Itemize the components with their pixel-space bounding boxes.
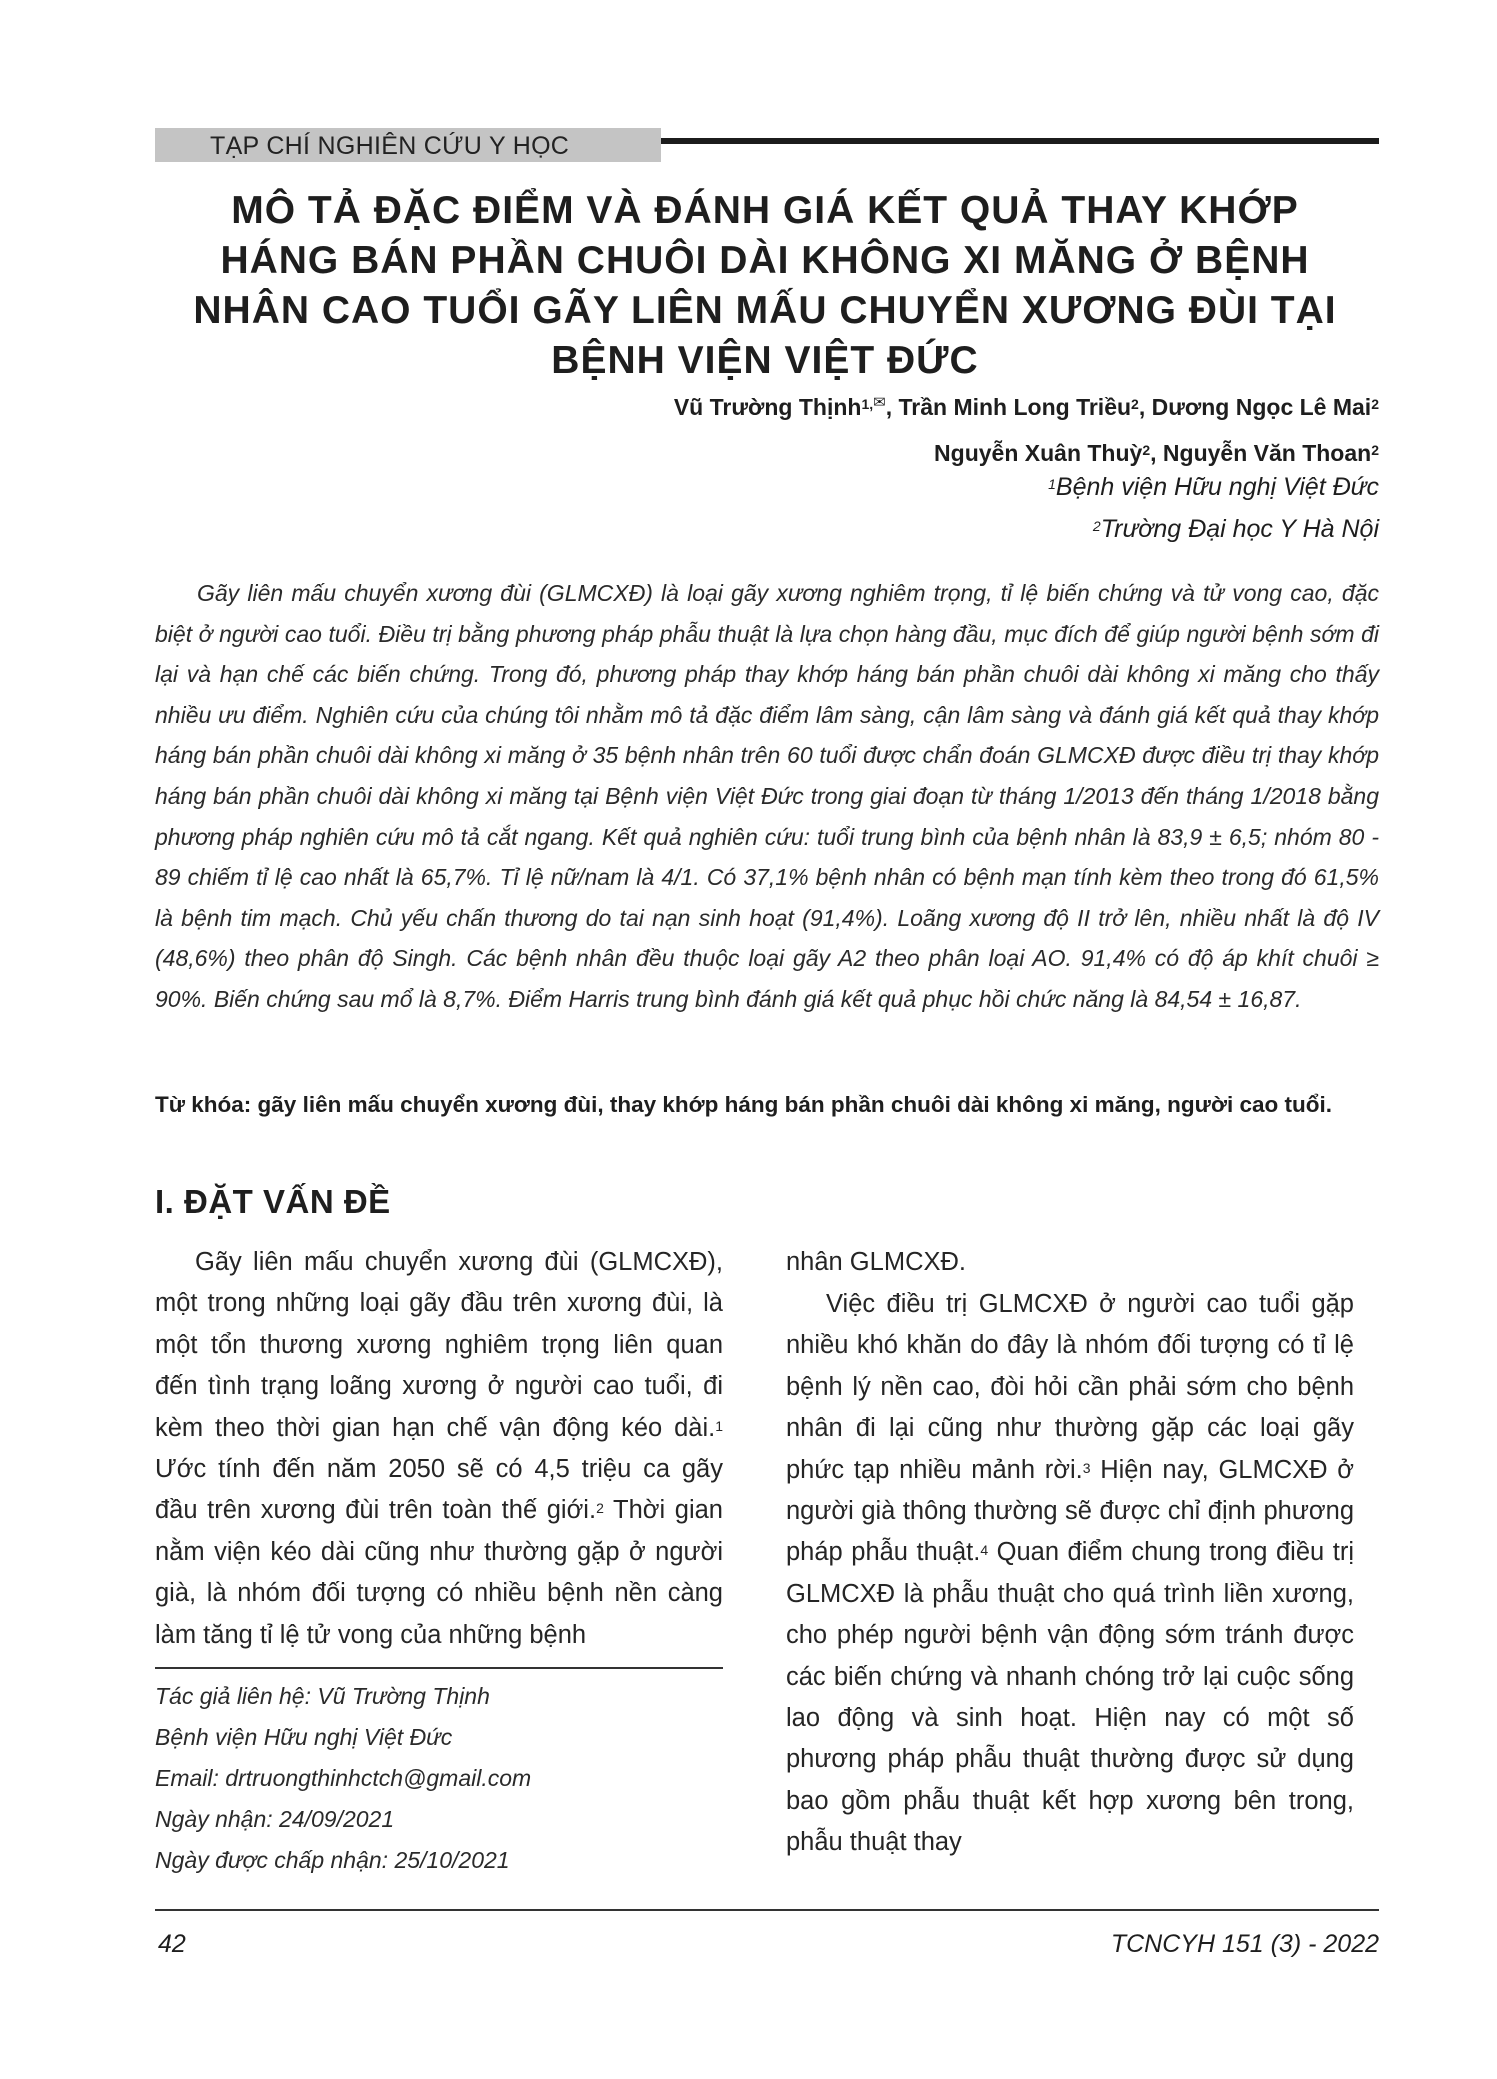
title-line: BỆNH VIỆN VIỆT ĐỨC [551, 339, 979, 382]
received-date: Ngày nhận: 24/09/2021 [155, 1806, 395, 1832]
footer-rule [155, 1909, 1379, 1911]
article-title [150, 186, 1380, 386]
body-text: Thời gian nằm viện kéo dài cũng như thường gặp ở người già, là nhóm đối tượng có nhiều bệnh nền càng làm tăng tỉ lệ tử vong của những bệnh [155, 1496, 723, 1649]
affiliation-sup: 1 [1048, 476, 1056, 492]
abstract: Gãy liên mấu chuyển xương đùi (GLMCXĐ) là loại gãy xương nghiêm trọng, tỉ lệ biến chứng và tử vong cao, đặc biệt ở người cao tuổi. Điều trị bằng phương pháp phẫu thuật là lựa chọn hàng đầu, mục đích để giúp người bệnh sớm đi lại và hạn chế các biến chứng. Trong đó, phương pháp thay khớp háng bán phần chuôi dài không xi măng cho thấy nhiều ưu điểm. Nghiên cứu của chúng tôi nhằm mô tả đặc điểm lâm sàng, cận lâm sàng và đánh giá kết quả thay khớp háng bán phần chuôi dài không xi măng ở 35 bệnh nhân trên 60 tuổi được chẩn đoán GLMCXĐ được điều trị thay khớp háng bán phần chuôi dài không xi măng tại Bệnh viện Việt Đức trong giai đoạn từ tháng 1/2013 đến tháng 1/2018 bằng phương pháp nghiên cứu mô tả cắt ngang. Kết quả nghiên cứu: tuổi trung bình của bệnh nhân là 83,9 ± 6,5; nhóm 80 - 89 chiếm tỉ lệ cao nhất là 65,7%. Tỉ lệ nữ/nam là 4/1. Có 37,1% bệnh nhân có bệnh mạn tính kèm theo trong đó 61,5% là bệnh tim mạch. Chủ yếu chấn thương do tai nạn sinh hoạt (91,4%). Loãng xương độ II trở lên, nhiều nhất là độ IV (48,6%) theo phân độ Singh. Các bệnh nhân đều thuộc loại gãy A2 theo phân loại AO. 91,4% có độ áp khít chuôi ≥ 90%. Biến chứng sau mổ là 8,7%. Điểm Harris trung bình đánh giá kết quả phục hồi chức năng là 84,54 ± 16,87. [155, 580, 1379, 1012]
affiliation-sup: 2 [1092, 518, 1101, 534]
author-name: Dương Ngọc Lê Mai [1151, 394, 1372, 420]
citation-ref: 2 [596, 1500, 604, 1517]
affiliation-item [479, 508, 1379, 550]
citation-ref: 1 [715, 1417, 723, 1434]
author-affiliation-sup: 2 [1371, 396, 1379, 412]
title-line: MÔ TẢ ĐẶC ĐIỂM VÀ ĐÁNH GIÁ KẾT QUẢ THAY KHỚP [231, 189, 1299, 232]
author-line-1: Vũ Trường Thịnh$^{1,✉}$, Trần Minh Long Triều$^2$, Dương Ngọc Lê Mai$^2$ [673, 394, 1379, 420]
keywords: Từ khóa: gãy liên mấu chuyển xương đùi, thay khớp háng bán phần chuôi dài không xi măng, người cao tuổi. [155, 1092, 1332, 1117]
body-text: Việc điều trị GLMCXĐ ở người cao tuổi gặp nhiều khó khăn do đây là nhóm đối tượng có tỉ lệ bệnh lý nền cao, đòi hỏi cần phải sớm cho bệnh nhân đi lại cũng như thường gặp các loại gãy phức tạp nhiều mảnh rời. [786, 1290, 1354, 1484]
citation-ref: 3 [1082, 1459, 1091, 1476]
page-number: 42 [158, 1930, 186, 1958]
corresponding-affiliation: Bệnh viện Hữu nghị Việt Đức [155, 1724, 453, 1750]
title-line: NHÂN CAO TUỔI GÃY LIÊN MẤU CHUYỂN XƯƠNG ĐÙI TẠI [193, 289, 1337, 332]
envelope-icon: ✉ [873, 394, 886, 411]
author-name: Nguyễn Xuân Thuỳ [934, 440, 1143, 466]
body-text: Quan điểm chung trong điều trị GLMCXĐ là phẫu thuật cho quá trình liền xương, cho phép người bệnh vận động sớm tránh được các biến chứng và nhanh chóng trở lại cuộc sống lao động và sinh hoạt. Hiện nay có một số phương pháp phẫu thuật thường được sử dụng bao gồm phẫu thuật kết hợp xương bên trong, phẫu thuật thay [786, 1538, 1354, 1857]
correspondence-block [155, 1676, 755, 1881]
author-affiliation-sup: 1, [861, 396, 874, 412]
citation-ref: 4 [980, 1542, 989, 1559]
author-affiliation-sup: 2 [1131, 396, 1139, 412]
journal-reference: TCNCYH 151 (3) - 2022 [1110, 1930, 1379, 1958]
corresponding-email: Email: drtruongthinhctch@gmail.com [155, 1765, 532, 1791]
author-name: Trần Minh Long Triều [898, 394, 1132, 420]
author-name: Vũ Trường Thịnh [673, 394, 862, 420]
affiliation-name: Trường Đại học Y Hà Nội [1100, 515, 1379, 543]
affiliation-list [479, 466, 1379, 550]
body-text: Gãy liên mấu chuyển xương đùi (GLMCXĐ), một trong những loại gãy đầu trên xương đùi, là một tổn thương xương nghiêm trọng liên quan đến tình trạng loãng xương ở người cao tuổi, đi kèm theo thời gian hạn chế vận động kéo dài. [155, 1248, 723, 1442]
author-affiliation-sup: 2 [1371, 442, 1379, 458]
body-left-paragraph [155, 1242, 723, 1656]
header-rule [661, 138, 1379, 144]
affiliation-name: Bệnh viện Hữu nghị Việt Đức [1055, 473, 1379, 501]
title-line: HÁNG BÁN PHẦN CHUÔI DÀI KHÔNG XI MĂNG Ở BỆNH [220, 239, 1310, 282]
author-name: Nguyễn Văn Thoan [1162, 440, 1372, 466]
author-list [179, 384, 1379, 476]
section-heading: I. ĐẶT VẤN ĐỀ [155, 1183, 391, 1220]
author-affiliation-sup: 2 [1142, 442, 1151, 458]
footnote-rule [155, 1667, 723, 1669]
affiliation-item [479, 466, 1379, 508]
author-line-2: Nguyễn Xuân Thuỳ$^2$, Nguyễn Văn Thoan$^2$ [934, 440, 1379, 466]
corresponding-author: Tác giả liên hệ: Vũ Trường Thịnh [155, 1683, 490, 1709]
body-text: Hiện nay, GLMCXĐ ở người già thông thường sẽ được chỉ định phương pháp phẫu thuật. [786, 1455, 1354, 1567]
journal-name: TẠP CHÍ NGHIÊN CỨU Y HỌC [210, 132, 570, 160]
body-right-paragraph [786, 1284, 1354, 1864]
body-text: Ước tính đến năm 2050 sẽ có 4,5 triệu ca gãy đầu trên xương đùi trên toàn thế giới. [155, 1455, 723, 1525]
accepted-date: Ngày được chấp nhận: 25/10/2021 [155, 1847, 510, 1873]
body-right-continuation: nhân GLMCXĐ. [786, 1248, 966, 1276]
